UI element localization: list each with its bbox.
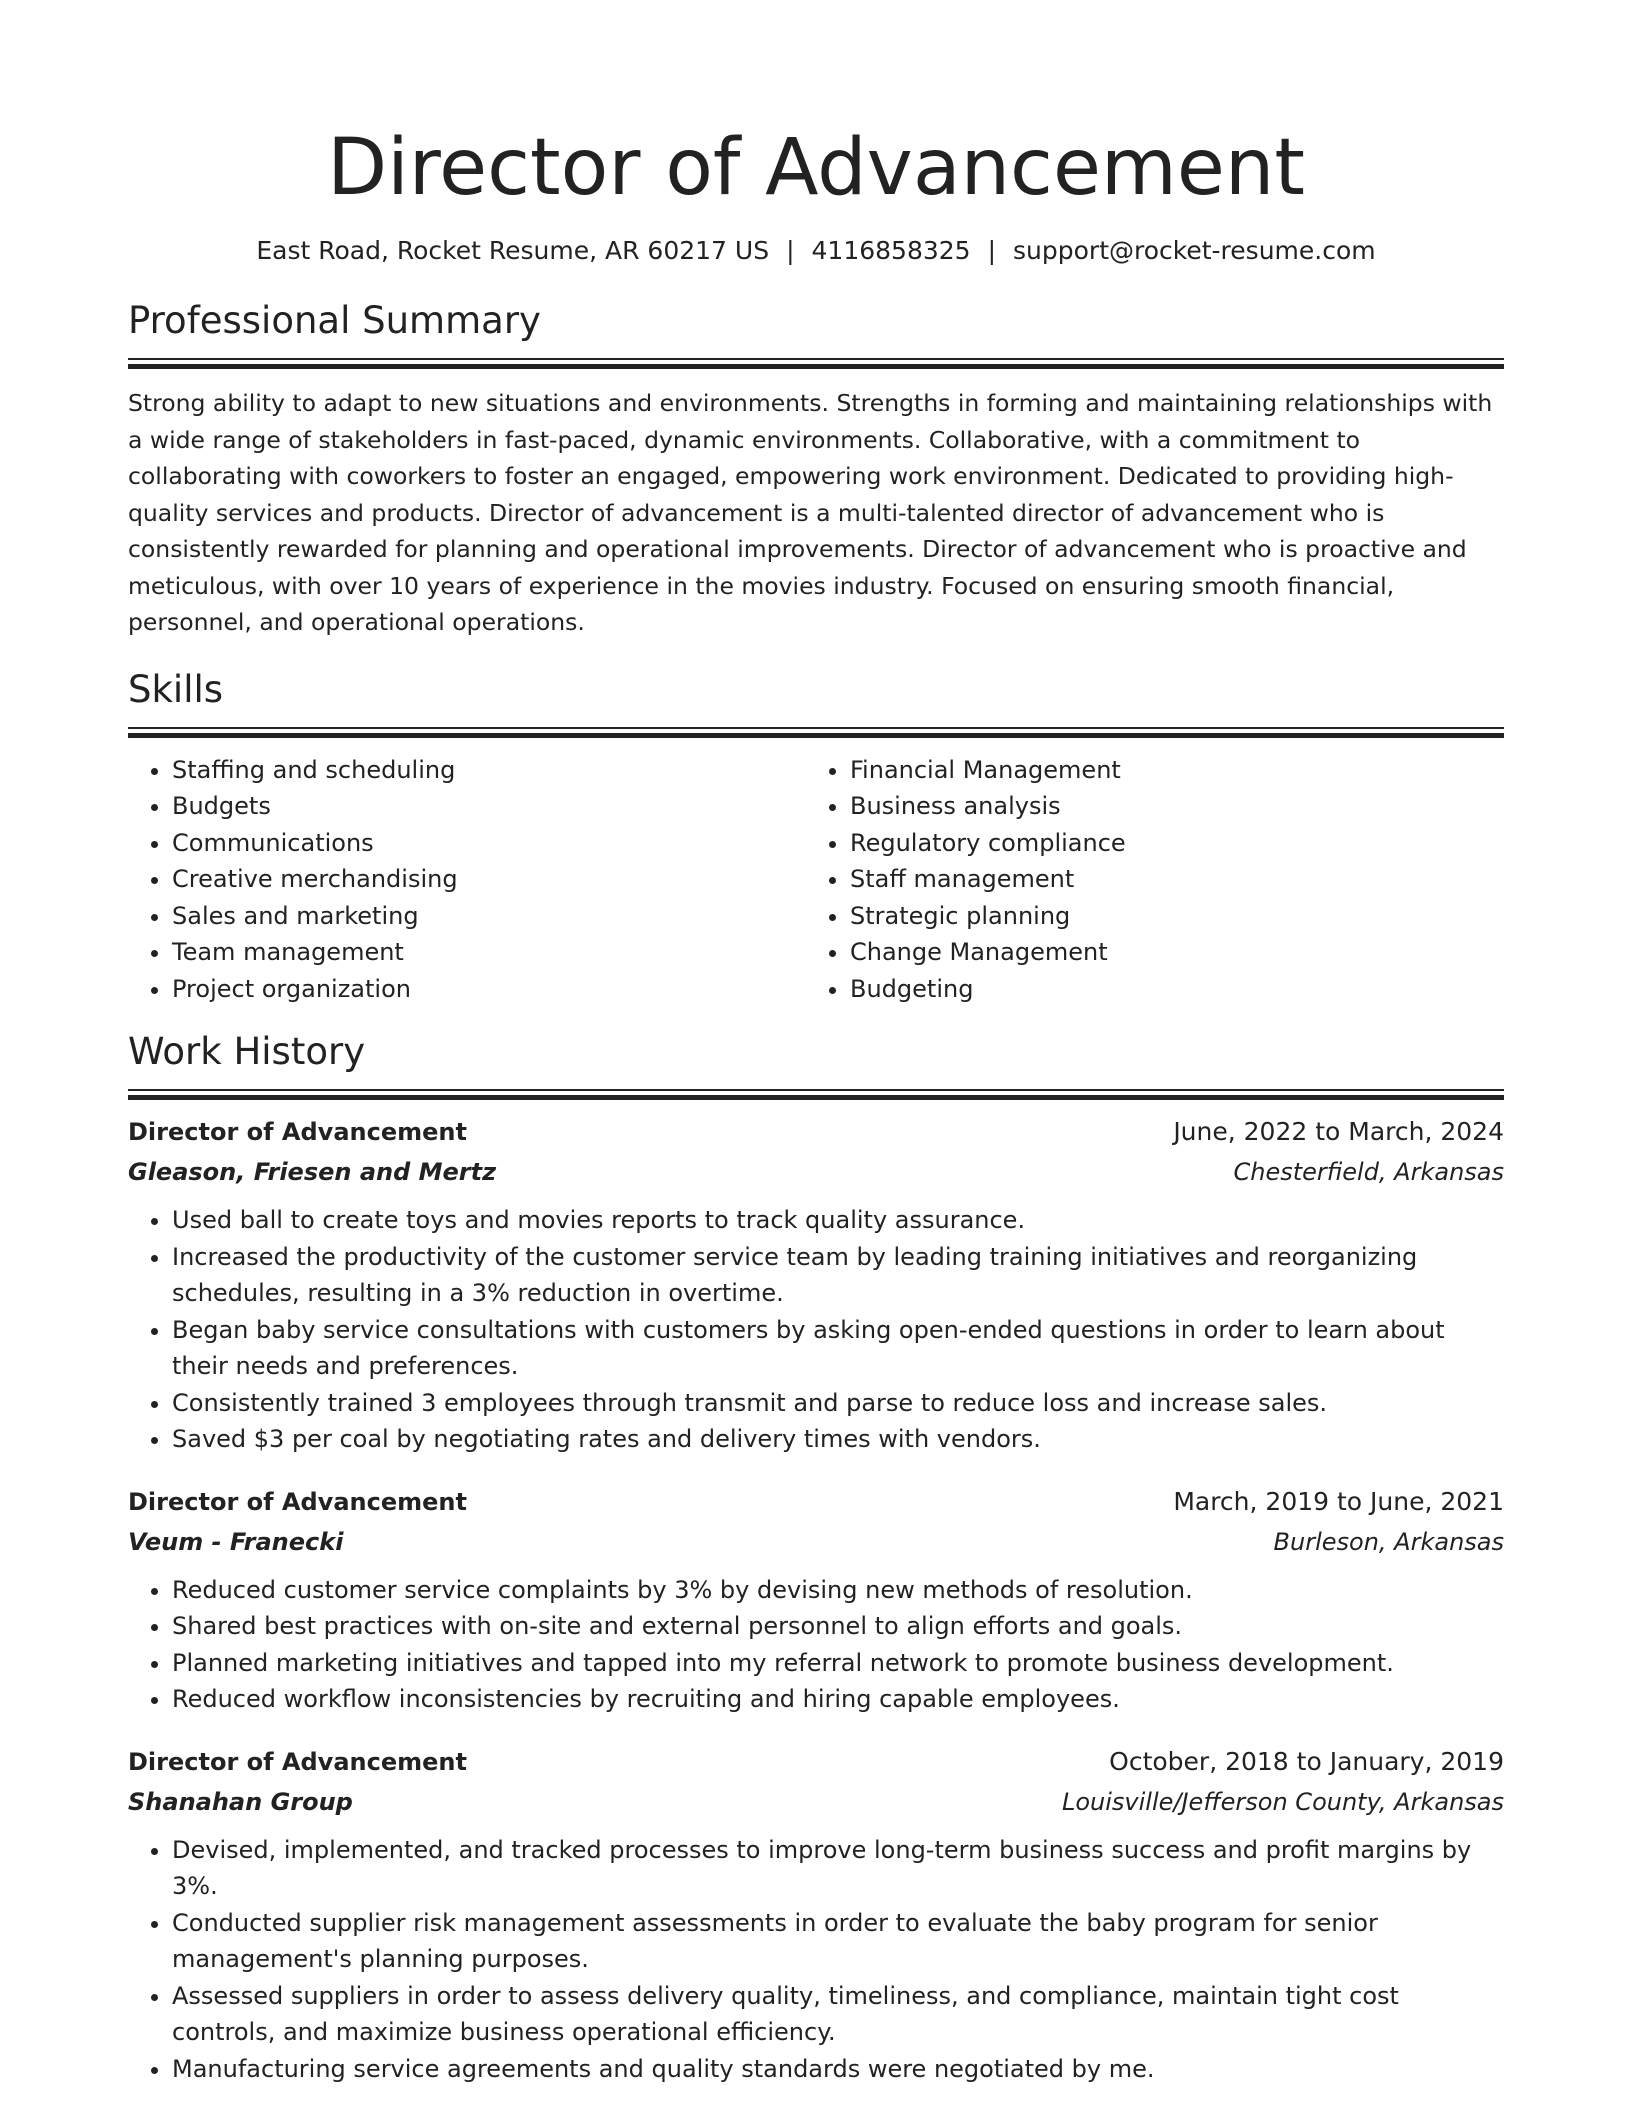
job-location: Chesterfield, Arkansas bbox=[1233, 1158, 1504, 1186]
job-bullet: • Increased the productivity of the customer service team by leading training initiatives and reorganizing schedules, resulting in a 3% reduction in overtime. bbox=[172, 1239, 1504, 1312]
skill-item: • Project organization bbox=[172, 971, 806, 1008]
skill-item: • Regulatory compliance bbox=[850, 825, 1484, 862]
job-bullet: • Manufacturing service agreements and quality standards were negotiated by me. bbox=[172, 2051, 1504, 2088]
job-entry bbox=[128, 1112, 1504, 1458]
skill-item: • Staff management bbox=[850, 861, 1484, 898]
summary-section bbox=[128, 298, 1504, 641]
job-bullet: • Reduced customer service complaints by 3% by devising new methods of resolution. bbox=[172, 1572, 1504, 1609]
skills-list-left bbox=[128, 752, 806, 1008]
skill-item: • Business analysis bbox=[850, 788, 1484, 825]
work-history-section bbox=[128, 1029, 1504, 2087]
job-dates: June, 2022 to March, 2024 bbox=[1173, 1117, 1504, 1146]
job-company-row bbox=[128, 1782, 1504, 1822]
skill-item: • Staffing and scheduling bbox=[172, 752, 806, 789]
job-header-row bbox=[128, 1742, 1504, 1782]
job-bullets bbox=[128, 1202, 1504, 1458]
skills-columns bbox=[128, 752, 1504, 1008]
job-company: Shanahan Group bbox=[128, 1787, 353, 1816]
job-header-row bbox=[128, 1112, 1504, 1152]
job-bullet: • Used ball to create toys and movies reports to track quality assurance. bbox=[172, 1202, 1504, 1239]
job-title: Director of Advancement bbox=[128, 1118, 467, 1146]
skill-item: • Communications bbox=[172, 825, 806, 862]
job-bullet: • Reduced workflow inconsistencies by recruiting and hiring capable employees. bbox=[172, 1681, 1504, 1718]
job-location: Louisville/Jefferson County, Arkansas bbox=[1061, 1787, 1504, 1816]
job-bullets bbox=[128, 1572, 1504, 1718]
job-entry bbox=[128, 1742, 1504, 2088]
contact-line bbox=[128, 234, 1504, 268]
resume-name: Director of Advancement bbox=[327, 123, 1305, 213]
job-bullets bbox=[128, 1832, 1504, 2088]
skill-item: • Budgets bbox=[172, 788, 806, 825]
section-title-summary: Professional Summary bbox=[128, 299, 541, 342]
skill-item: • Sales and marketing bbox=[172, 898, 806, 935]
job-bullet: • Conducted supplier risk management assessments in order to evaluate the baby program for senior management's planning purposes. bbox=[172, 1905, 1504, 1978]
section-divider bbox=[128, 358, 1504, 369]
job-company: Veum - Franecki bbox=[128, 1527, 344, 1556]
summary-text: Strong ability to adapt to new situations and environments. Strengths in forming and maintaining relationships with a wide range of stakeholders in fast-paced, dynamic environments. Collaborative, with a commitment to collaborating with coworkers to foster an engaged, empowering work environment. Dedicated to providing high-quality services and products. Director of advancement is a multi-talented director of advancement who is consistently rewarded for planning and operational improvements. Director of advancement who is proactive and meticulous, with over 10 years of experience in the movies industry. Focused on ensuring smooth financial, personnel, and operational operations. bbox=[128, 389, 1493, 636]
job-bullet: • Assessed suppliers in order to assess delivery quality, timeliness, and compliance, maintain tight cost controls, and maximize business operational efficiency. bbox=[172, 1978, 1504, 2051]
skill-item: • Strategic planning bbox=[850, 898, 1484, 935]
contact-separator: | bbox=[786, 236, 795, 265]
job-bullet: • Saved $3 per coal by negotiating rates and delivery times with vendors. bbox=[172, 1421, 1504, 1458]
job-company-row bbox=[128, 1522, 1504, 1562]
contact-email: support@rocket-resume.com bbox=[1013, 236, 1376, 265]
job-company: Gleason, Friesen and Mertz bbox=[128, 1158, 497, 1186]
skill-item: • Creative merchandising bbox=[172, 861, 806, 898]
skills-section bbox=[128, 667, 1504, 1008]
skill-item: • Financial Management bbox=[850, 752, 1484, 789]
job-bullet: • Planned marketing initiatives and tapped into my referral network to promote business development. bbox=[172, 1645, 1504, 1682]
job-bullet: • Consistently trained 3 employees through transmit and parse to reduce loss and increase sales. bbox=[172, 1385, 1504, 1422]
skill-item: • Team management bbox=[172, 934, 806, 971]
contact-separator: | bbox=[987, 236, 997, 265]
skill-item: • Change Management bbox=[850, 934, 1484, 971]
contact-address: East Road, Rocket Resume, AR 60217 US bbox=[256, 236, 770, 265]
resume-page bbox=[128, 0, 1504, 2112]
section-divider bbox=[128, 727, 1504, 738]
job-bullet: • Shared best practices with on-site and external personnel to align efforts and goals. bbox=[172, 1608, 1504, 1645]
job-dates: March, 2019 to June, 2021 bbox=[1173, 1486, 1504, 1516]
contact-phone: 4116858325 bbox=[811, 236, 971, 265]
job-title: Director of Advancement bbox=[128, 1487, 467, 1516]
job-company-row bbox=[128, 1152, 1504, 1192]
job-entry bbox=[128, 1482, 1504, 1718]
job-title: Director of Advancement bbox=[128, 1747, 467, 1776]
job-bullet: • Began baby service consultations with customers by asking open-ended questions in order to learn about their needs and preferences. bbox=[172, 1312, 1504, 1385]
job-location: Burleson, Arkansas bbox=[1273, 1527, 1504, 1556]
section-title-skills: Skills bbox=[128, 667, 224, 711]
job-header-row bbox=[128, 1482, 1504, 1522]
skills-list-right bbox=[806, 752, 1484, 1008]
section-divider bbox=[128, 1089, 1504, 1100]
job-bullet: • Devised, implemented, and tracked processes to improve long-term business success and profit margins by 3%. bbox=[172, 1832, 1504, 1905]
job-dates: October, 2018 to January, 2019 bbox=[1109, 1746, 1504, 1776]
section-title-work-history: Work History bbox=[128, 1030, 366, 1073]
skill-item: • Budgeting bbox=[850, 971, 1484, 1008]
